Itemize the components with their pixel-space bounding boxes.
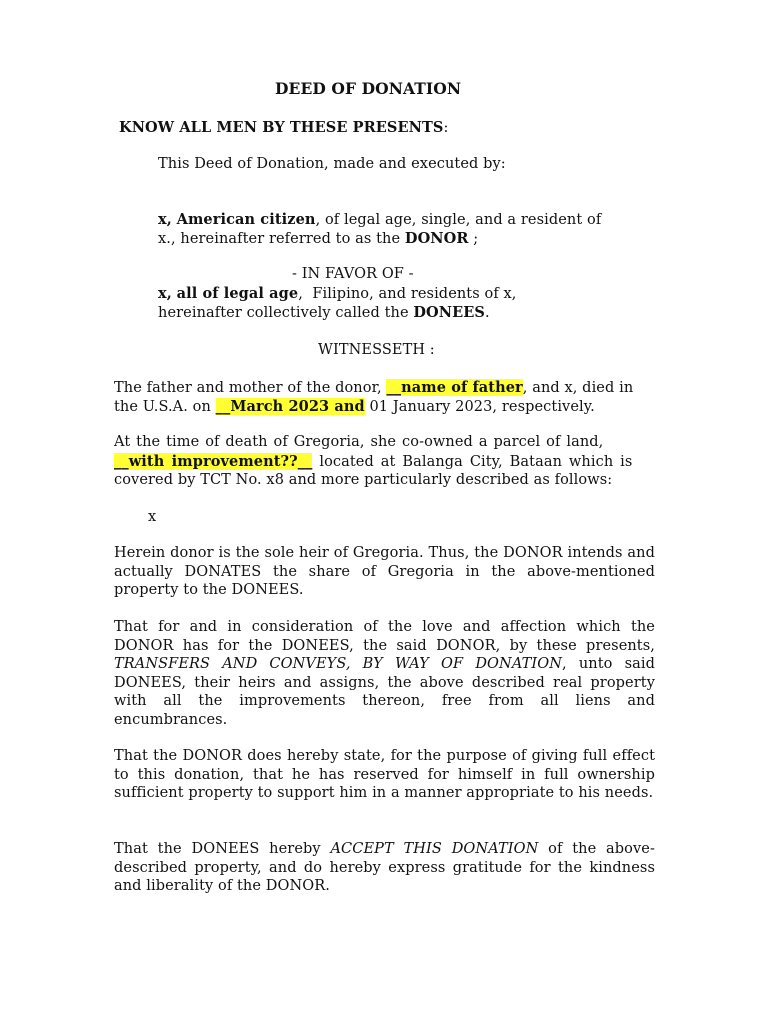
death-date-placeholder: __March 2023 and [215, 398, 365, 415]
donor-citizenship: American citizen [176, 211, 316, 228]
para1-line-2 [114, 397, 595, 417]
donor-details: , of legal age, single, and a resident of [315, 212, 602, 228]
para6-text-a: That the DONEES hereby [114, 841, 331, 857]
para4-italic: TRANSFERS AND CONVEYS, BY WAY OF DONATION [114, 656, 562, 673]
donees-details: , Filipino, and residents of x, [298, 286, 517, 302]
para1-text-a: The father and mother of the donor, [114, 380, 387, 396]
donor-name: x, [158, 211, 172, 228]
in-favor-of: - IN FAVOR OF - [292, 266, 414, 282]
opening-line [119, 118, 448, 138]
donees-end: . [484, 305, 490, 321]
para1-text-d: 01 January 2023, respectively. [364, 399, 595, 415]
donees-line-1 [158, 284, 516, 304]
para2-line-3: covered by TCT No. x8 and more particularly described as follows: [114, 472, 613, 488]
witnesseth-heading: WITNESSETH : [318, 342, 435, 358]
improvement-placeholder: __with improvement??__ [114, 453, 313, 470]
donor-line-1 [158, 210, 601, 230]
property-description: x [148, 509, 157, 525]
opening-bold: KNOW ALL MEN BY THESE PRESENTS [119, 119, 444, 136]
para6 [114, 840, 655, 896]
intro-line: This Deed of Donation, made and executed by: [158, 156, 506, 172]
para5: That the DONOR does hereby state, for the purpose of giving full effect to this donation, that he has reserved for himself in full ownership sufficient property to support him in a manner appropriate to his needs. [114, 748, 655, 802]
para1-text-b: , and x, died in [522, 380, 634, 396]
donor-line-2 [158, 229, 478, 249]
para4-text-b: , unto said DONEES, their heirs and assigns, the above described real property with all the improvements thereon, free from all liens and encumbrances. [114, 656, 655, 728]
para2-line-1: At the time of death of Gregoria, she co-owned a parcel of land, [114, 434, 604, 450]
donees-name: x, [158, 285, 172, 302]
donor-residence: x., hereinafter referred to as the [158, 231, 405, 247]
para6-text-b: of the above-described property, and do hereby express gratitude for the kindness and liberality of the DONOR. [114, 841, 655, 895]
para4 [114, 618, 655, 730]
donor-end: ; [468, 231, 479, 247]
donees-line-2 [158, 303, 490, 323]
para2-location: located at Balanga City, Bataan which is [312, 454, 633, 470]
para2-line-2 [114, 452, 632, 472]
para1-line-1 [114, 378, 633, 398]
para3: Herein donor is the sole heir of Gregoria. Thus, the DONOR intends and actually DONATES the share of Gregoria in the above-mentioned property to the DONEES. [114, 545, 655, 599]
donor-role: DONOR [404, 230, 469, 247]
para4-text-a: That for and in consideration of the love and affection which the DONOR has for the DONEES, the said DONOR, by these presents, [114, 619, 655, 654]
para1-text-c: the U.S.A. on [114, 399, 216, 415]
donees-age: all of legal age [176, 285, 299, 302]
para6-italic: ACCEPT THIS DONATION [330, 841, 539, 857]
opening-colon: : [443, 120, 449, 136]
donees-role: DONEES [413, 304, 485, 321]
father-name-placeholder: __name of father [386, 379, 523, 396]
document-title: DEED OF DONATION [275, 79, 462, 98]
donees-designation: hereinafter collectively called the [158, 305, 414, 321]
